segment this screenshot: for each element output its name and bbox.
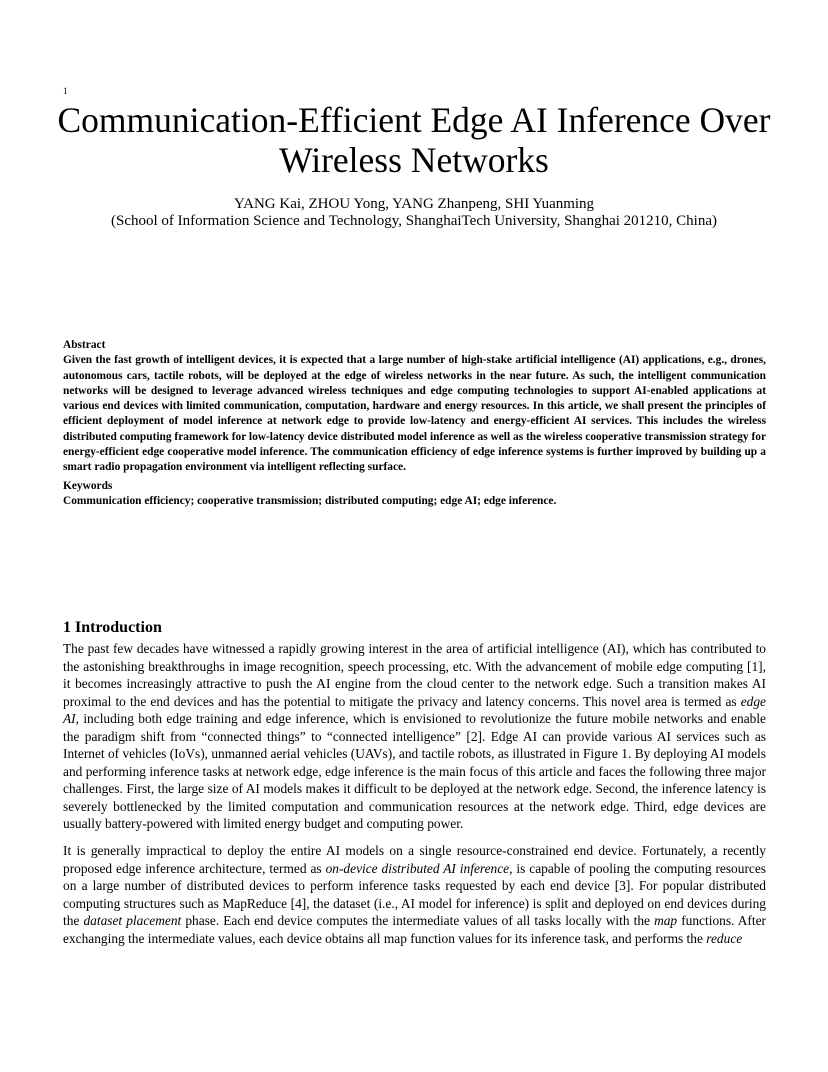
paragraph-text: It is generally impractical to deploy the entire AI models on a single resource-constrained end device. Fortunately, a recently proposed edge inference architecture, termed as	[63, 843, 766, 876]
keywords-heading: Keywords	[63, 480, 113, 492]
author-affiliation: (School of Information Science and Technology, ShanghaiTech University, Shanghai 201210, China)	[111, 213, 717, 229]
introduction-paragraph-1	[63, 640, 766, 833]
keywords-text: Communication efficiency; cooperative transmission; distributed computing; edge AI; edge inference.	[63, 495, 557, 508]
emphasis-term: map	[654, 913, 678, 928]
abstract-heading: Abstract	[63, 339, 106, 351]
abstract-section	[63, 338, 766, 476]
emphasis-term: dataset placement	[83, 913, 182, 928]
paper-title: Communication-Efficient Edge AI Inference Over Wireless Networks	[57, 100, 771, 180]
author-list: YANG Kai, ZHOU Yong, YANG Zhanpeng, SHI Yuanming	[233, 196, 595, 212]
introduction-paragraph-2	[63, 842, 766, 947]
paragraph-text: The past few decades have witnessed a rapidly growing interest in the area of artificial intelligence (AI), which has contributed to the astonishing breakthroughs in image recognition, speech processing, etc. With the advancement of mobile edge computing [1], it becomes increasingly attractive to push the AI engine from the cloud center to the network edge. Such a transition makes AI proximal to the end devices and has the potential to mitigate the privacy and latency concerns. This novel area is termed as	[63, 641, 766, 709]
abstract-text: Given the fast growth of intelligent devices, it is expected that a large number of high-stake artificial intelligence (AI) applications, e.g., drones, autonomous cars, tactile robots, will be deployed at the edge of wireless networks in the near future. As such, the intelligent communication networks will be designed to leverage advanced wireless techniques and edge computing technologies to support AI-enabled applications at various end devices with limited communication, computation, hardware and energy resources. In this article, we shall present the principles of efficient deployment of model inference at network edge to provide low-latency and energy-efficient AI services. This includes the wireless distributed computing framework for low-latency device distributed model inference as well as the wireless cooperative transmission strategy for energy-efficient edge cooperative model inference. The communication efficiency of edge inference systems is further improved by building up a smart radio propagation environment via intelligent reflecting surface.	[63, 354, 766, 474]
paragraph-text: , is capable of pooling the computing resources on a large number of distributed devices to perform inference tasks requested by each end device [3]. For popular distributed computing structures such as MapReduce [4], the dataset (i.e., AI model for inference) is split and deployed on end devices during the	[63, 860, 767, 928]
section-heading-introduction: 1 Introduction	[63, 619, 162, 636]
emphasis-term: reduce	[706, 930, 743, 946]
page-number: 1	[63, 86, 68, 96]
emphasis-term: edge AI	[63, 693, 766, 726]
emphasis-term: on-device distributed AI inference	[325, 860, 510, 876]
paragraph-text: phase. Each end device computes the intermediate values of all tasks locally with the	[181, 913, 655, 928]
paragraph-text: functions. After exchanging the intermediate values, each device obtains all map function values for its inference task, and performs the	[63, 913, 766, 946]
paragraph-text: , including both edge training and edge inference, which is envisioned to revolutionize the future mobile networks and enable the paradigm shift from “connected things” to “connected intelligence” [2]. Edge AI can provide various AI services such as Internet of vehicles (IoVs), unmanned aerial vehicles (UAVs), and tactile robots, as illustrated in Figure 1. By deploying AI models and performing inference tasks at network edge, edge inference is the main focus of this article and faces the following three major challenges. First, the large size of AI models makes it difficult to be deployed at the network edge. Second, the inference latency is severely bottlenecked by the limited computation and communication resources at the network edge. Third, edge devices are usually battery-powered with limited energy budget and computing power.	[63, 711, 766, 831]
keywords-section	[63, 479, 766, 510]
